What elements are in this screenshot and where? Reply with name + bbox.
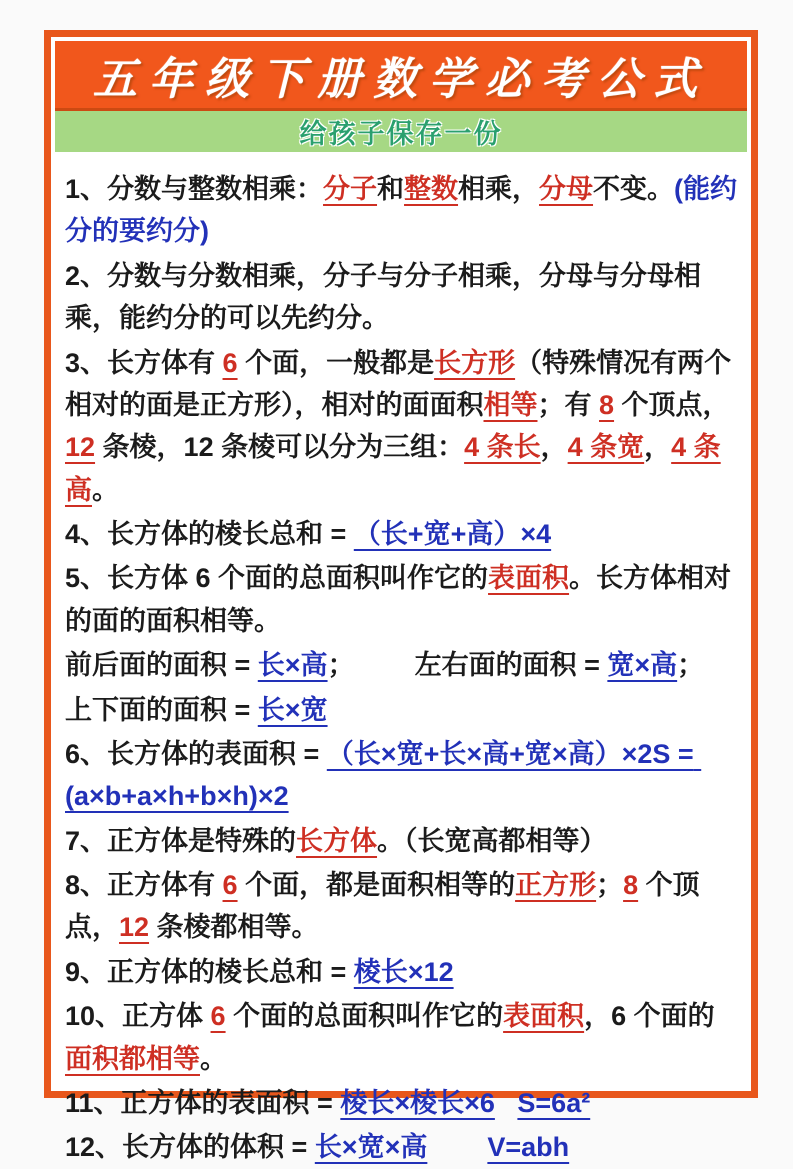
text-segment: 长×宽: [257, 694, 328, 725]
text-segment: 12: [65, 432, 96, 463]
text-segment: 个面，都是面积相等的: [237, 870, 516, 900]
text-segment: 12: [119, 912, 150, 943]
formula-item: [65, 513, 741, 555]
page-title: 五年级下册数学必考公式: [93, 54, 709, 104]
text-segment: S=6a²: [517, 1087, 591, 1118]
formula-item: [65, 168, 741, 253]
text-segment: ； 左右面的面积 =: [327, 650, 608, 681]
text-segment: 表面积: [503, 1001, 585, 1032]
formula-item: [65, 995, 741, 1080]
text-segment: ；: [596, 870, 624, 900]
text-segment: 前后面的面积 =: [65, 650, 258, 681]
text-segment: 6: [222, 870, 238, 900]
text-segment: 棱长×12: [353, 956, 454, 987]
text-segment: 4、长方体的棱长总和 =: [65, 519, 354, 549]
text-segment: 表面积: [488, 563, 570, 594]
text-segment: 3、长方体有: [65, 347, 223, 378]
text-segment: ，: [644, 432, 672, 463]
text-segment: 面积都相等: [65, 1043, 200, 1074]
document-frame: [44, 30, 758, 1163]
text-segment: 分母: [539, 174, 594, 204]
text-segment: 长方体: [296, 825, 378, 856]
text-segment: （特殊情况有两个相对的面是正方形），相对的面面积: [65, 347, 732, 420]
formula-item: [65, 1126, 741, 1168]
text-segment: (能约分的要约分): [65, 174, 738, 247]
header-banner: [55, 41, 747, 111]
formula-item: [65, 644, 741, 686]
text-segment: [427, 1132, 487, 1162]
text-segment: 相乘，: [458, 174, 540, 204]
text-segment: 上下面的面积 =: [65, 694, 258, 725]
text-segment: 。: [92, 474, 119, 505]
text-segment: 4 条长: [464, 432, 541, 463]
text-segment: 棱长×棱长×6: [340, 1087, 495, 1118]
formula-list: [55, 152, 747, 1169]
text-segment: 宽×高: [607, 650, 678, 681]
text-segment: 12、长方体的体积 =: [65, 1132, 315, 1163]
text-segment: 条棱，12 条棱可以分为三组：: [95, 432, 465, 463]
text-segment: 5、长方体 6 个面的总面积叫作它的: [65, 563, 489, 594]
text-segment: 11、正方体的表面积 =: [65, 1087, 341, 1118]
text-segment: 9、正方体的棱长总和 =: [65, 956, 354, 987]
text-segment: 1、分数与整数相乘：: [65, 174, 324, 204]
formula-item: [65, 557, 741, 642]
text-segment: 8、正方体有: [65, 870, 223, 900]
text-segment: 和: [377, 174, 405, 204]
text-segment: 长方形: [434, 347, 516, 378]
text-segment: 长×高: [257, 650, 328, 681]
text-segment: 。: [200, 1043, 227, 1074]
text-segment: 整数: [404, 174, 459, 204]
text-segment: ；有: [537, 389, 600, 420]
text-segment: [495, 1088, 518, 1118]
text-segment: 条棱都相等。: [149, 912, 319, 943]
text-segment: 个面，一般都是: [237, 347, 435, 378]
text-segment: V=abh: [487, 1132, 570, 1163]
formula-item: [65, 255, 741, 340]
text-segment: 7、正方体是特殊的: [65, 825, 297, 856]
text-segment: 不变。: [593, 174, 675, 204]
text-segment: ；: [677, 650, 705, 681]
text-segment: 8: [623, 870, 639, 900]
text-segment: （长+宽+高）×4: [353, 519, 552, 549]
text-segment: 个面的总面积叫作它的: [225, 1001, 504, 1032]
text-segment: 6、长方体的表面积 =: [65, 738, 327, 769]
text-segment: 4 条宽: [567, 432, 645, 463]
text-segment: 个顶点，: [614, 389, 730, 420]
text-segment: ，6 个面的: [584, 1001, 715, 1032]
formula-item: [65, 951, 741, 993]
text-segment: 。长方体相对的面的面积相等。: [65, 563, 732, 636]
text-segment: 4 条高: [65, 432, 721, 505]
text-segment: 分子: [323, 174, 378, 204]
subheader-banner: [55, 111, 747, 152]
formula-item: [65, 820, 741, 862]
formula-item: [65, 733, 741, 818]
formula-item: [65, 689, 741, 731]
text-segment: 相等: [483, 389, 538, 420]
text-segment: 2、分数与分数相乘，分子与分子相乘，分母与分母相乘，能约分的可以先约分。: [65, 260, 702, 334]
text-segment: ，: [540, 432, 568, 463]
text-segment: （长×宽+长×高+宽×高）×2S = (a×b+a×h+b×h)×2: [65, 738, 702, 812]
formula-item: [65, 1082, 741, 1124]
text-segment: 个顶点，: [65, 870, 700, 943]
text-segment: 正方形: [515, 870, 597, 900]
subheader-text: 给孩子保存一份: [299, 119, 503, 149]
text-segment: 6: [210, 1001, 226, 1032]
formula-item: [65, 342, 741, 512]
text-segment: 。（长宽高都相等）: [377, 825, 607, 856]
text-segment: 8: [599, 389, 615, 420]
text-segment: 长×宽×高: [314, 1132, 428, 1163]
text-segment: 10、正方体: [65, 1001, 211, 1032]
formula-item: [65, 864, 741, 949]
text-segment: 6: [222, 347, 238, 378]
